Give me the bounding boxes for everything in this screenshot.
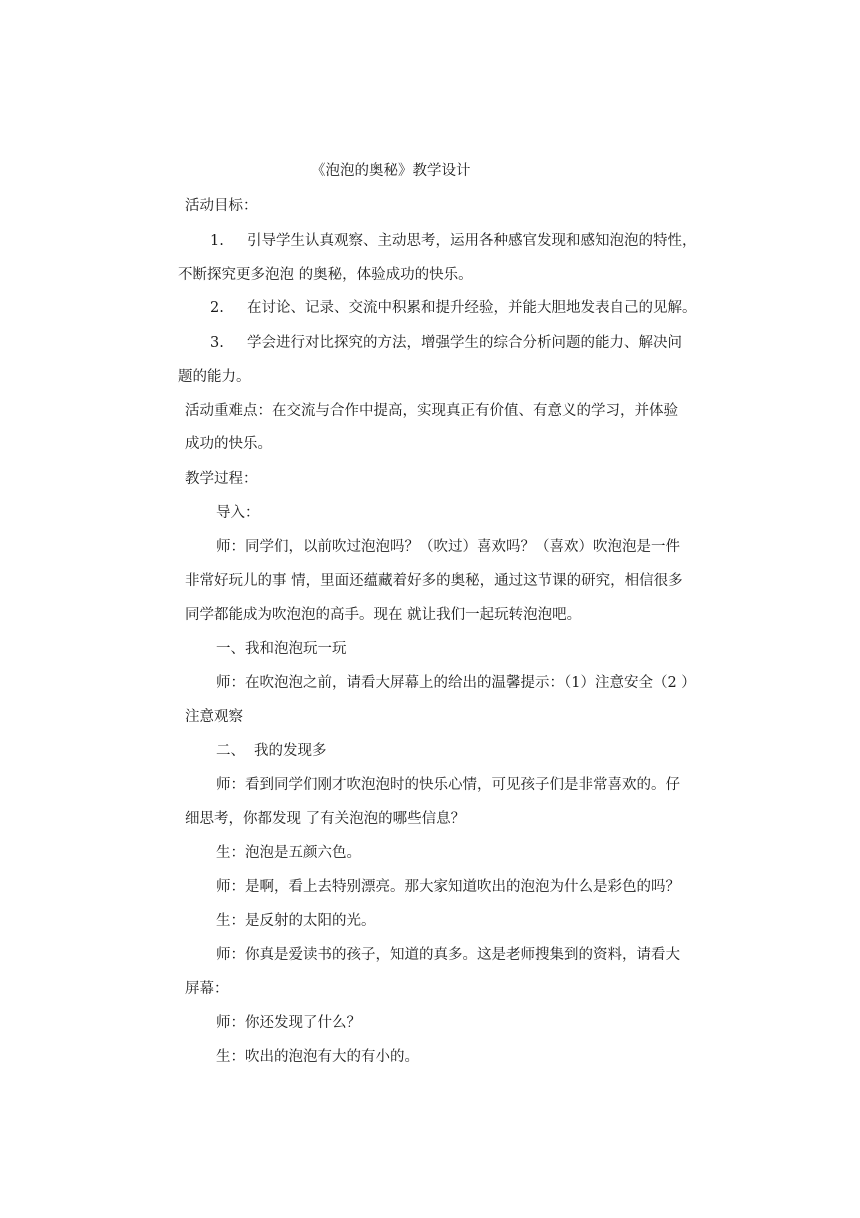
section-2-line-7: 屏幕：	[185, 981, 229, 997]
intro-line-1: 师：同学们，以前吹过泡泡吗？（吹过）喜欢吗？（喜欢）吹泡泡是一件	[216, 539, 680, 555]
section-2-line-8: 师：你还发现了什么？	[216, 1015, 361, 1031]
section-2-line-9: 生：吹出的泡泡有大的有小的。	[216, 1049, 419, 1065]
intro-line-3: 同学都能成为吹泡泡的高手。现在 就让我们一起玩转泡泡吧。	[185, 607, 582, 623]
section-2-line-5: 生：是反射的太阳的光。	[216, 913, 376, 929]
section-2-line-2: 细思考，你都发现 了有关泡泡的哪些信息？	[185, 811, 466, 827]
section-2-number: 二、	[216, 743, 245, 759]
section-2-line-1: 师：看到同学们刚才吹泡泡时的快乐心情，可见孩子们是非常喜欢的。仔	[216, 777, 680, 793]
goals-heading: 活动目标：	[185, 198, 258, 214]
goal-2-line-1: 在讨论、记录、交流中积累和提升经验，并能大胆地发表自己的见解。	[247, 300, 697, 316]
goal-1-line-1: 引导学生认真观察、主动思考，运用各种感官发现和感知泡泡的特性，	[247, 233, 697, 249]
section-2-title: 我的发现多	[254, 743, 327, 759]
key-points-line-2: 成功的快乐。	[185, 436, 272, 452]
section-2-line-3: 生：泡泡是五颜六色。	[216, 845, 361, 861]
goal-2-number: 2.	[210, 300, 224, 316]
process-heading: 教学过程：	[185, 471, 258, 487]
goal-1-number: 1.	[210, 233, 224, 249]
goal-3-number: 3.	[210, 335, 224, 351]
goal-3-line-1: 学会进行对比探究的方法，增强学生的综合分析问题的能力、解决问	[247, 335, 682, 351]
document-title: 《泡泡的奥秘》教学设计	[311, 163, 471, 179]
goal-1-line-2: 不断探究更多泡泡 的奥秘，体验成功的快乐。	[178, 267, 473, 283]
section-2-line-4: 师：是啊，看上去特别漂亮。那大家知道吹出的泡泡为什么是彩色的吗？	[216, 879, 680, 895]
section-1-line-2: 注意观察	[185, 709, 243, 725]
intro-heading: 导入：	[216, 505, 260, 521]
intro-line-2: 非常好玩儿的事 情，里面还蕴藏着好多的奥秘，通过这节课的研究，相信很多	[185, 573, 683, 589]
section-1-line-1: 师：在吹泡泡之前，请看大屏幕上的给出的温馨提示：（1）注意安全（2 ）	[216, 675, 696, 691]
section-2-line-6: 师：你真是爱读书的孩子，知道的真多。这是老师搜集到的资料，请看大	[216, 947, 680, 963]
goal-3-line-2: 题的能力。	[178, 369, 251, 385]
key-points-line-1: 活动重难点：在交流与合作中提高，实现真正有价值、有意义的学习，并体验	[185, 403, 678, 419]
section-1-heading: 一、我和泡泡玩一玩	[216, 641, 347, 657]
